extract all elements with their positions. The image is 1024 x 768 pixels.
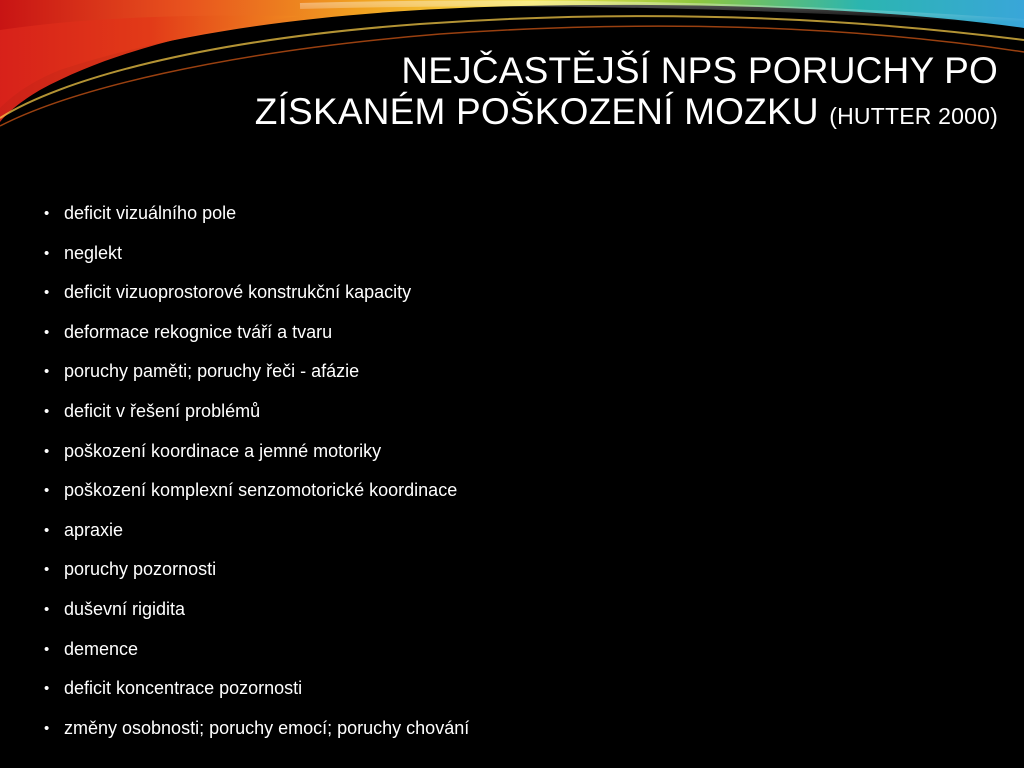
bullet-dot-icon: • (44, 402, 50, 420)
bullet-item (44, 240, 944, 280)
bullet-item (44, 358, 944, 398)
bullet-dot-icon: • (44, 482, 50, 500)
bullet-text: deformace rekognice tváří a tvaru (64, 321, 333, 342)
bullet-dot-icon: • (44, 363, 50, 381)
bullet-text: změny osobnosti; poruchy emocí; poruchy chování (64, 717, 470, 738)
bullet-item (44, 319, 944, 359)
bullet-text: poruchy paměti; poruchy řeči - afázie (64, 361, 360, 382)
bullet-item (44, 398, 944, 438)
bullet-item (44, 279, 944, 319)
bullet-item (44, 438, 944, 478)
bullet-item (44, 200, 944, 240)
bullet-dot-icon: • (44, 719, 50, 737)
slide-title-text: NEJČASTĚJŠÍ NPS PORUCHY PO ZÍSKANÉM POŠKOZENÍ MOZKU (254, 50, 998, 133)
bullet-item (44, 477, 944, 517)
bullet-text: poškození komplexní senzomotorické koordinace (64, 480, 458, 501)
bullet-item (44, 715, 944, 755)
bullet-dot-icon: • (44, 680, 50, 698)
bullet-list (44, 200, 944, 754)
bullet-text: apraxie (64, 519, 124, 540)
bullet-dot-icon: • (44, 284, 50, 302)
bullet-dot-icon: • (44, 244, 50, 262)
bullet-text: neglekt (64, 242, 123, 263)
bullet-text: deficit vizuálního pole (64, 203, 237, 223)
bullet-dot-icon: • (44, 521, 50, 539)
bullet-item (44, 675, 944, 715)
bullet-item (44, 556, 944, 596)
slide-title (238, 50, 998, 133)
bullet-dot-icon: • (44, 442, 50, 460)
bullet-dot-icon: • (44, 561, 50, 579)
bullet-text: deficit vizuoprostorové konstrukční kapacity (64, 282, 412, 303)
bullet-dot-icon: • (44, 600, 50, 618)
bullet-dot-icon: • (44, 323, 50, 341)
slide-title-citation: (HUTTER 2000) (829, 103, 998, 130)
bullet-dot-icon: • (44, 205, 50, 222)
bullet-text: poškození koordinace a jemné motoriky (64, 440, 382, 461)
bullet-item (44, 636, 944, 676)
bullet-text: demence (64, 638, 139, 659)
bullet-text: deficit koncentrace pozornosti (64, 678, 303, 699)
bullet-text: duševní rigidita (64, 598, 186, 619)
bullet-item (44, 596, 944, 636)
bullet-dot-icon: • (44, 640, 50, 658)
bullet-text: deficit v řešení problémů (64, 400, 261, 421)
bullet-text: poruchy pozornosti (64, 559, 217, 580)
bullet-item (44, 517, 944, 557)
